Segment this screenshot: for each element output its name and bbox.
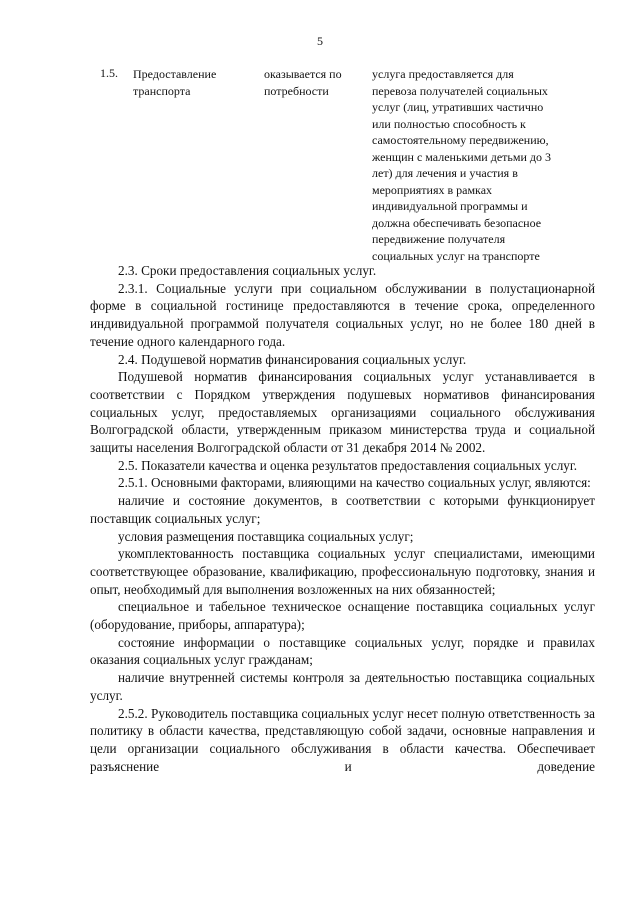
list-item-information: состояние информации о поставщике социальных услуг, порядке и правилах оказания социальных услуг гражданам; [90, 634, 595, 668]
section-heading-2-5: 2.5. Показатели качества и оценка результатов предоставления социальных услуг. [118, 457, 578, 473]
list-item-placement: условия размещения поставщика социальных услуг; [118, 528, 414, 544]
description-line: перевоза получателей социальных [372, 83, 548, 98]
description-line: услуг (лиц, утративших частично [372, 100, 544, 114]
table-cell-service: Предоставление транспорта [133, 67, 217, 98]
description-line: должна обеспечивать безопасное [372, 215, 542, 230]
table-cell-description [372, 66, 588, 264]
section-heading-2-4: 2.4. Подушевой норматив финансирования социальных услуг. [118, 351, 467, 367]
list-item-internal-control: наличие внутренней системы контроля за деятельностью поставщика социальных услуг. [90, 670, 595, 703]
description-line: мероприятиях в рамках [372, 182, 493, 197]
description-line: социальных услуг на транспорте [372, 248, 540, 263]
table-row-number: 1.5. [100, 66, 118, 80]
paragraph-2-5-2: 2.5.2. Руководитель поставщика социальных услуг несет полную ответственность за политику в области качества, представляющую собой задачи, основные направления и цели организации социального обслуживания в области качества. Обеспечивает разъяснение и доведение [90, 705, 595, 774]
list-item-equipment: специальное и табельное техническое оснащение поставщика социальных услуг (оборудование, приборы, аппаратура); [90, 599, 595, 633]
description-line: лет) для лечения и участия в [372, 166, 518, 180]
description-line: индивидуальной программы и [372, 199, 528, 213]
paragraph-2-5-1: 2.5.1. Основными факторами, влияющими на качество социальных услуг, являются: [118, 475, 591, 491]
list-item-documents: наличие и состояние документов, в соответствии с которыми функционирует поставщик социальных услуг; [90, 493, 595, 526]
body-text [90, 262, 595, 775]
description-line: услуга предоставляется для [372, 67, 514, 81]
paragraph-2-3-1: 2.3.1. Социальные услуги при социальном обслуживании в полустационарной форме в социальной гостинице предоставляются в течение срока, определенного индивидуальной программой получателя социальных услуг, но не более 180 дней в течение одного календарного года. [90, 280, 595, 349]
list-item-staffing: укомплектованность поставщика социальных услуг специалистами, имеющими соответствующее образование, квалификацию, профессиональную подготовку, знания и опыт, необходимый для выполнения возложенных на них обязанностей; [90, 546, 595, 597]
paragraph-2-4-body: Подушевой норматив финансирования социальных услуг устанавливается в соответствии с Порядком утверждения подушевых нормативов финансирования социальных услуг, предоставляемых организациями социального обслуживания Волгоградской области, утвержденным приказом министерства труда и социальной защиты населения Волгоградской области от 31 декабря 2014 № 2002. [90, 369, 595, 456]
description-line: женщин с маленькими детьми до 3 [372, 149, 551, 164]
description-line: передвижение получателя [372, 232, 506, 246]
table-cell-condition: оказывается по потребности [264, 67, 342, 98]
description-line: или полностью способность к [372, 116, 526, 131]
section-heading-2-3: 2.3. Сроки предоставления социальных услуг. [118, 263, 377, 278]
description-line: самостоятельному передвижению, [372, 133, 549, 147]
page-number: 5 [317, 34, 323, 48]
